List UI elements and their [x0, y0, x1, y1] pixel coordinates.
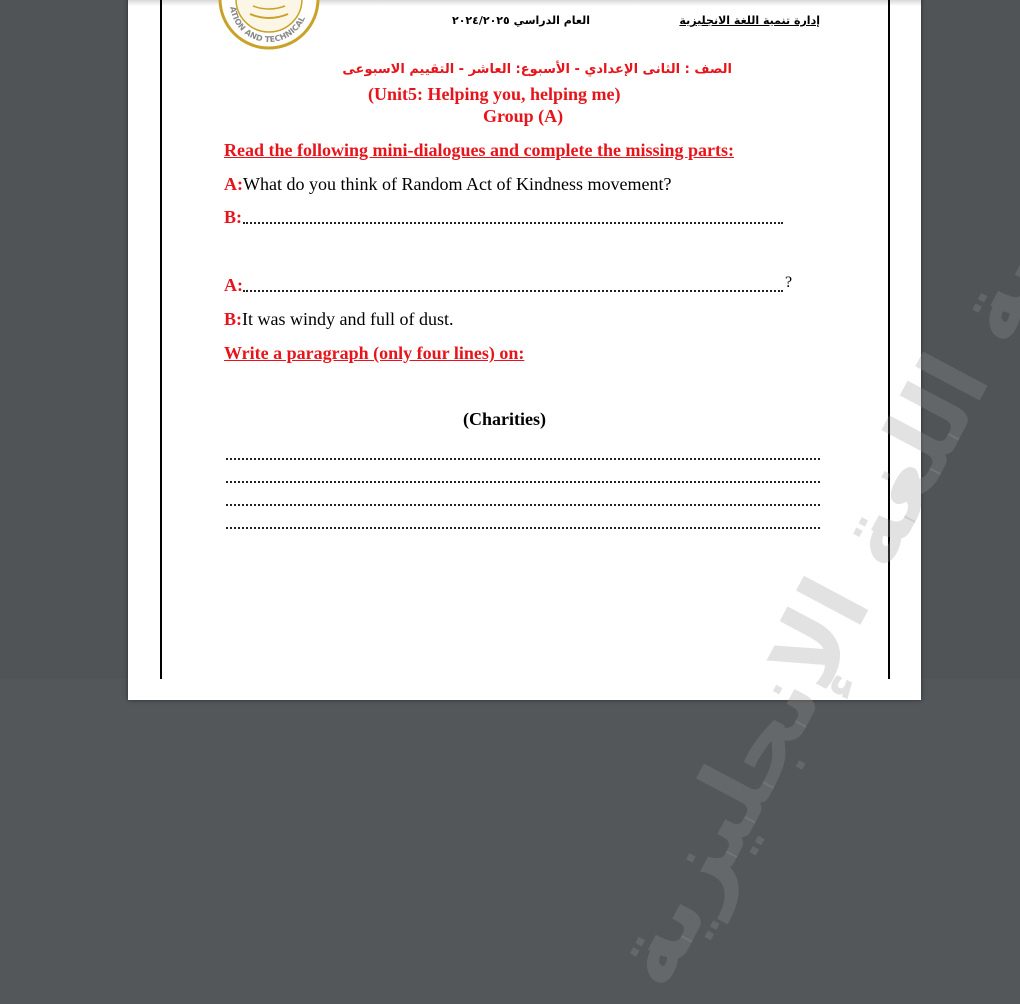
unit-title: (Unit5: Helping you, helping me)	[368, 84, 621, 104]
department-name: إدارة تنمية اللغة الانجليزية	[679, 14, 820, 27]
speaker-label: A:	[224, 174, 243, 194]
speaker-label: B:	[224, 309, 242, 329]
grade-week-title: الصف : الثانى الإعدادي - الأسبوع: العاشر - التقييم الاسبوعى	[342, 62, 732, 77]
ministry-seal-logo	[218, 0, 320, 50]
dialogue-line-4	[224, 309, 453, 330]
paragraph-topic: (Charities)	[463, 409, 546, 429]
svg-text:ATION AND TECHNICAL: ATION AND TECHNICAL	[228, 5, 307, 45]
page-border-right	[888, 0, 890, 679]
answer-blank-a[interactable]	[243, 288, 783, 292]
speaker-label: B:	[224, 207, 242, 227]
paragraph-instruction: Write a paragraph (only four lines) on:	[224, 343, 525, 363]
group-title: Group (A)	[483, 106, 564, 126]
dialogue-line-3	[224, 275, 243, 296]
question-mark: ?	[785, 274, 793, 291]
watermark: تنمية اللغة الإنجليزية	[585, 98, 1020, 1004]
speaker-label: A:	[224, 275, 243, 295]
academic-year: العام الدراسي ٢٠٢٤/٢٠٢٥	[452, 14, 590, 27]
writing-line-2[interactable]	[226, 481, 820, 483]
dialogue-line-2	[224, 207, 242, 228]
dialogue-text: It was windy and full of dust.	[242, 309, 454, 329]
writing-line-4[interactable]	[226, 527, 820, 529]
dialogue-instruction: Read the following mini-dialogues and complete the missing parts:	[224, 140, 735, 160]
writing-line-3[interactable]	[226, 504, 820, 506]
page-border-left	[160, 0, 162, 679]
dialogue-text: What do you think of Random Act of Kindness movement?	[243, 174, 672, 194]
writing-line-1[interactable]	[226, 458, 820, 460]
answer-blank-b[interactable]	[243, 220, 783, 224]
dialogue-line-1	[224, 174, 671, 195]
